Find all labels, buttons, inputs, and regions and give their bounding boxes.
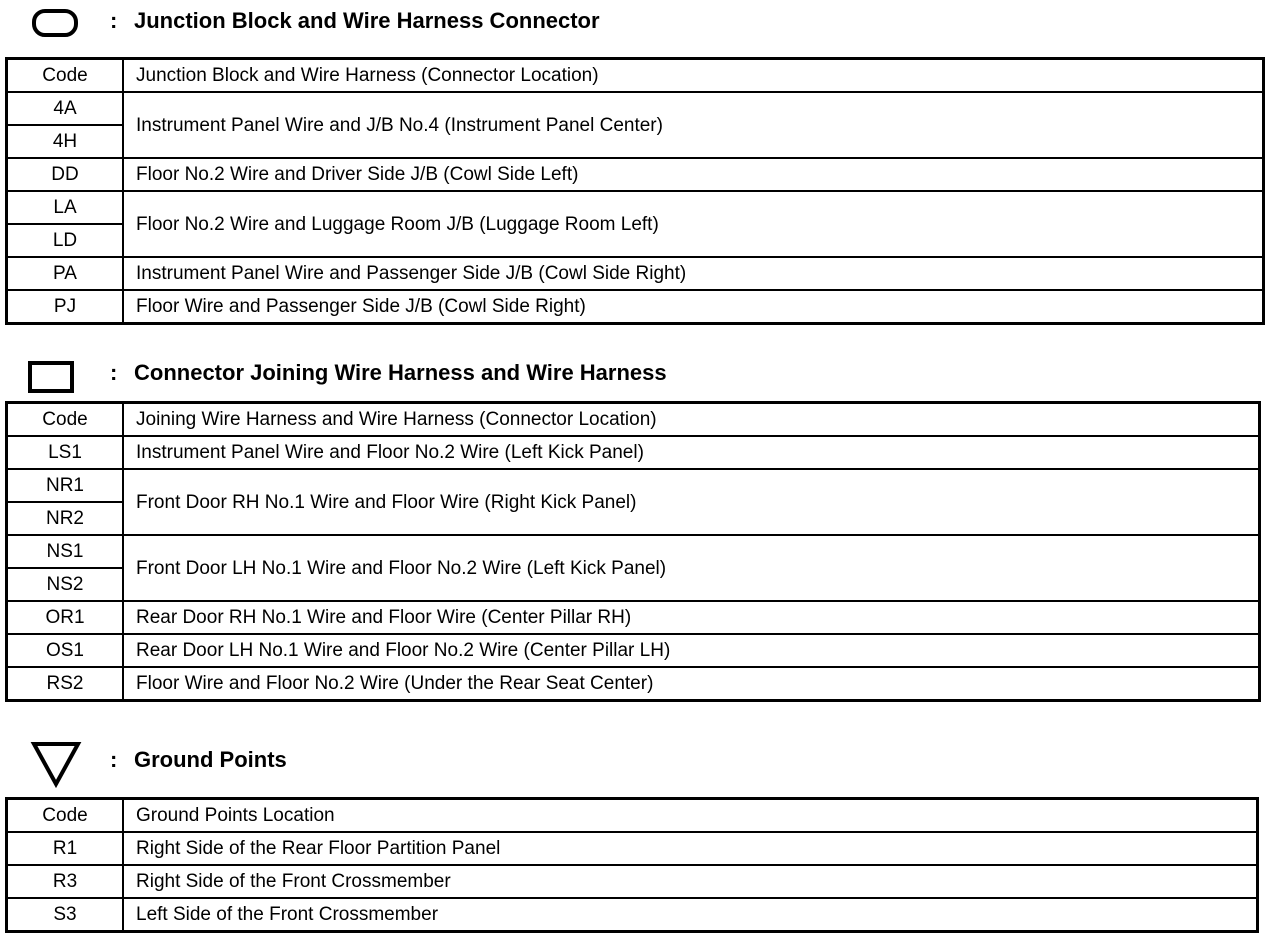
location-cell: Instrument Panel Wire and Floor No.2 Wire (Left Kick Panel) bbox=[123, 436, 1260, 469]
section-colon: : bbox=[110, 360, 118, 385]
code-cell: OS1 bbox=[7, 634, 124, 667]
section-ground-points-heading bbox=[0, 740, 1280, 780]
section-junction-block-heading bbox=[0, 2, 1280, 42]
section-colon: : bbox=[110, 747, 118, 772]
table-row bbox=[7, 535, 1260, 568]
code-cell: PA bbox=[7, 257, 124, 290]
code-cell: LS1 bbox=[7, 436, 124, 469]
location-header: Joining Wire Harness and Wire Harness (Connector Location) bbox=[123, 403, 1260, 437]
code-cell: R3 bbox=[7, 865, 124, 898]
code-cell: NS2 bbox=[7, 568, 124, 601]
code-cell: OR1 bbox=[7, 601, 124, 634]
code-cell: LA bbox=[7, 191, 124, 224]
section-title: Junction Block and Wire Harness Connector bbox=[134, 8, 600, 33]
code-cell: R1 bbox=[7, 832, 124, 865]
table-header-row bbox=[7, 799, 1258, 833]
location-cell: Instrument Panel Wire and J/B No.4 (Instrument Panel Center) bbox=[123, 92, 1264, 158]
table-row bbox=[7, 92, 1264, 125]
table-row bbox=[7, 469, 1260, 502]
location-header: Ground Points Location bbox=[123, 799, 1258, 833]
code-cell: PJ bbox=[7, 290, 124, 324]
code-cell: S3 bbox=[7, 898, 124, 932]
table-row bbox=[7, 290, 1264, 324]
code-cell: NR2 bbox=[7, 502, 124, 535]
location-cell: Rear Door LH No.1 Wire and Floor No.2 Wire (Center Pillar LH) bbox=[123, 634, 1260, 667]
code-cell: RS2 bbox=[7, 667, 124, 701]
table-row bbox=[7, 436, 1260, 469]
junction-block-table bbox=[5, 57, 1265, 325]
table-row bbox=[7, 898, 1258, 932]
location-cell: Floor No.2 Wire and Driver Side J/B (Cowl Side Left) bbox=[123, 158, 1264, 191]
code-cell: 4H bbox=[7, 125, 124, 158]
location-cell: Rear Door RH No.1 Wire and Floor Wire (Center Pillar RH) bbox=[123, 601, 1260, 634]
ground-point-triangle-icon bbox=[30, 740, 82, 788]
junction-block-symbol-icon bbox=[32, 9, 78, 37]
table-row bbox=[7, 634, 1260, 667]
table-header-row bbox=[7, 403, 1260, 437]
section-title: Ground Points bbox=[134, 747, 287, 772]
location-header: Junction Block and Wire Harness (Connector Location) bbox=[123, 59, 1264, 93]
location-cell: Right Side of the Rear Floor Partition Panel bbox=[123, 832, 1258, 865]
location-cell: Front Door RH No.1 Wire and Floor Wire (Right Kick Panel) bbox=[123, 469, 1260, 535]
ground-points-table bbox=[5, 797, 1259, 933]
table-row bbox=[7, 601, 1260, 634]
table-row bbox=[7, 191, 1264, 224]
location-cell: Instrument Panel Wire and Passenger Side J/B (Cowl Side Right) bbox=[123, 257, 1264, 290]
code-cell: NR1 bbox=[7, 469, 124, 502]
location-cell: Left Side of the Front Crossmember bbox=[123, 898, 1258, 932]
table-row bbox=[7, 832, 1258, 865]
table-row bbox=[7, 865, 1258, 898]
section-colon: : bbox=[110, 8, 118, 33]
table-header-row bbox=[7, 59, 1264, 93]
code-header: Code bbox=[7, 59, 124, 93]
code-cell: DD bbox=[7, 158, 124, 191]
code-cell: NS1 bbox=[7, 535, 124, 568]
location-cell: Right Side of the Front Crossmember bbox=[123, 865, 1258, 898]
section-connector-joining-heading bbox=[0, 354, 1280, 394]
code-header: Code bbox=[7, 799, 124, 833]
code-header: Code bbox=[7, 403, 124, 437]
location-cell: Floor No.2 Wire and Luggage Room J/B (Luggage Room Left) bbox=[123, 191, 1264, 257]
connector-joining-table bbox=[5, 401, 1261, 702]
connector-joining-symbol-icon bbox=[28, 361, 74, 393]
code-cell: 4A bbox=[7, 92, 124, 125]
location-cell: Floor Wire and Floor No.2 Wire (Under the Rear Seat Center) bbox=[123, 667, 1260, 701]
section-title: Connector Joining Wire Harness and Wire Harness bbox=[134, 360, 667, 385]
location-cell: Floor Wire and Passenger Side J/B (Cowl Side Right) bbox=[123, 290, 1264, 324]
location-cell: Front Door LH No.1 Wire and Floor No.2 Wire (Left Kick Panel) bbox=[123, 535, 1260, 601]
code-cell: LD bbox=[7, 224, 124, 257]
table-row bbox=[7, 257, 1264, 290]
table-row bbox=[7, 667, 1260, 701]
table-row bbox=[7, 158, 1264, 191]
